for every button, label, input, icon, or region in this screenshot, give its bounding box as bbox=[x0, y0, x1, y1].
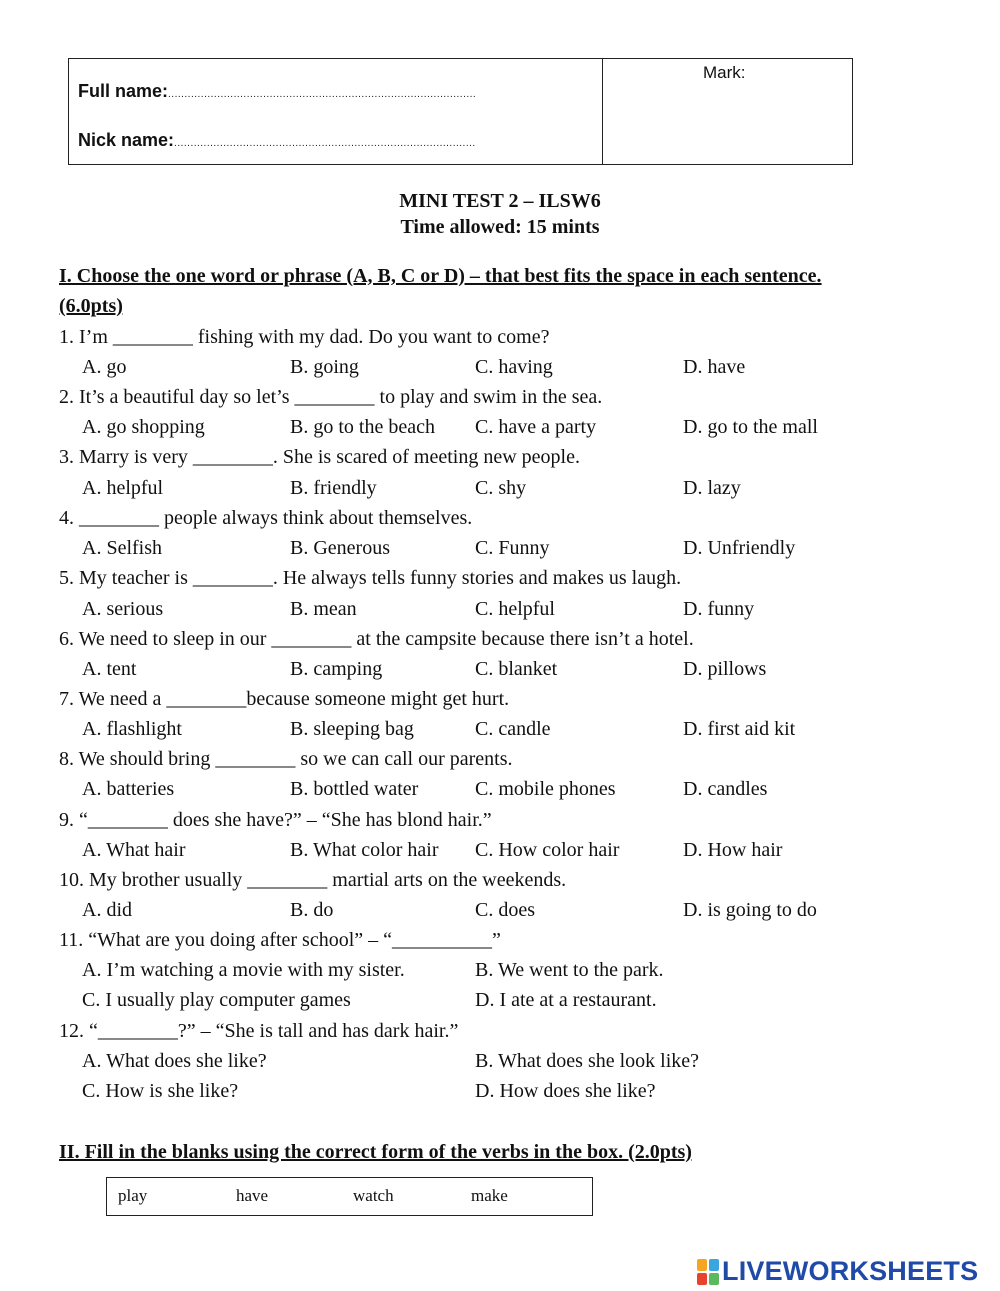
verb-make: make bbox=[471, 1186, 508, 1205]
question-9: 9. “________ does she have?” – “She has blond hair.” bbox=[59, 809, 492, 831]
question-5: 5. My teacher is ________. He always tells funny stories and makes us laugh. bbox=[59, 567, 682, 589]
section1-points: (6.0pts) bbox=[59, 295, 123, 317]
q2-option-c[interactable]: C. have a party bbox=[475, 416, 597, 438]
q7-option-d[interactable]: D. first aid kit bbox=[683, 718, 796, 740]
q7-option-b[interactable]: B. sleeping bag bbox=[290, 718, 414, 740]
q2-option-d[interactable]: D. go to the mall bbox=[683, 416, 818, 438]
logo-blocks-icon bbox=[697, 1259, 719, 1285]
q10-option-a[interactable]: A. did bbox=[82, 899, 132, 921]
q10-option-d[interactable]: D. is going to do bbox=[683, 899, 817, 921]
q4-option-a[interactable]: A. Selfish bbox=[82, 537, 162, 559]
q9-option-b[interactable]: B. What color hair bbox=[290, 839, 439, 861]
q1-option-a[interactable]: A. go bbox=[82, 356, 127, 378]
q2-option-a[interactable]: A. go shopping bbox=[82, 416, 205, 438]
mark-label: Mark: bbox=[703, 63, 746, 82]
q11-option-b[interactable]: B. We went to the park. bbox=[475, 959, 664, 981]
question-4: 4. ________ people always think about themselves. bbox=[59, 507, 473, 529]
q3-option-b[interactable]: B. friendly bbox=[290, 477, 377, 499]
q1-option-b[interactable]: B. going bbox=[290, 356, 359, 378]
full-name-field[interactable] bbox=[78, 81, 476, 102]
nick-name-field[interactable] bbox=[78, 130, 476, 151]
q8-option-b[interactable]: B. bottled water bbox=[290, 778, 419, 800]
verb-play: play bbox=[118, 1186, 148, 1205]
q11-option-a[interactable]: A. I’m watching a movie with my sister. bbox=[82, 959, 405, 981]
q8-option-d[interactable]: D. candles bbox=[683, 778, 768, 800]
q7-option-c[interactable]: C. candle bbox=[475, 718, 551, 740]
q12-option-a[interactable]: A. What does she like? bbox=[82, 1050, 267, 1072]
time-allowed: Time allowed: 15 mints bbox=[400, 216, 600, 238]
question-11: 11. “What are you doing after school” – “__________” bbox=[59, 929, 501, 951]
section1-heading: I. Choose the one word or phrase (A, B, C or D) – that best fits the space in each sentence. bbox=[59, 265, 822, 287]
liveworksheets-logo[interactable] bbox=[697, 1256, 978, 1287]
q6-option-d[interactable]: D. pillows bbox=[683, 658, 767, 680]
nick-name-dots: ............................................................................................ bbox=[174, 138, 476, 149]
question-6: 6. We need to sleep in our ________ at the campsite because there isn’t a hotel. bbox=[59, 628, 694, 650]
question-8: 8. We should bring ________ so we can call our parents. bbox=[59, 748, 513, 770]
q6-option-a[interactable]: A. tent bbox=[82, 658, 137, 680]
name-fields bbox=[69, 59, 603, 164]
question-3: 3. Marry is very ________. She is scared of meeting new people. bbox=[59, 446, 580, 468]
q3-option-d[interactable]: D. lazy bbox=[683, 477, 741, 499]
q6-option-b[interactable]: B. camping bbox=[290, 658, 383, 680]
q9-option-d[interactable]: D. How hair bbox=[683, 839, 783, 861]
q4-option-c[interactable]: C. Funny bbox=[475, 537, 550, 559]
q1-option-d[interactable]: D. have bbox=[683, 356, 746, 378]
q2-option-b[interactable]: B. go to the beach bbox=[290, 416, 435, 438]
q5-option-d[interactable]: D. funny bbox=[683, 598, 755, 620]
verb-have: have bbox=[236, 1186, 269, 1205]
section2-heading: II. Fill in the blanks using the correct form of the verbs in the box. (2.0pts) bbox=[59, 1141, 692, 1163]
q4-option-b[interactable]: B. Generous bbox=[290, 537, 390, 559]
question-1: 1. I’m ________ fishing with my dad. Do you want to come? bbox=[59, 326, 550, 348]
verb-box bbox=[106, 1177, 593, 1216]
q8-option-c[interactable]: C. mobile phones bbox=[475, 778, 616, 800]
q5-option-c[interactable]: C. helpful bbox=[475, 598, 555, 620]
q9-option-c[interactable]: C. How color hair bbox=[475, 839, 620, 861]
q1-option-c[interactable]: C. having bbox=[475, 356, 553, 378]
q10-option-b[interactable]: B. do bbox=[290, 899, 334, 921]
q11-option-d[interactable]: D. I ate at a restaurant. bbox=[475, 989, 657, 1011]
q7-option-a[interactable]: A. flashlight bbox=[82, 718, 182, 740]
test-title: MINI TEST 2 – ILSW6 bbox=[399, 190, 601, 212]
nick-name-label: Nick name: bbox=[78, 130, 175, 150]
question-12: 12. “________?” – “She is tall and has dark hair.” bbox=[59, 1020, 459, 1042]
q12-option-d[interactable]: D. How does she like? bbox=[475, 1080, 656, 1102]
q9-option-a[interactable]: A. What hair bbox=[82, 839, 186, 861]
student-info-box bbox=[68, 58, 853, 165]
question-2: 2. It’s a beautiful day so let’s ________ to play and swim in the sea. bbox=[59, 386, 603, 408]
q6-option-c[interactable]: C. blanket bbox=[475, 658, 558, 680]
full-name-dots: .............................................................................................. bbox=[168, 89, 477, 100]
question-7: 7. We need a ________because someone might get hurt. bbox=[59, 688, 510, 710]
q11-option-c[interactable]: C. I usually play computer games bbox=[82, 989, 351, 1011]
q12-option-c[interactable]: C. How is she like? bbox=[82, 1080, 239, 1102]
full-name-label: Full name: bbox=[78, 81, 169, 101]
q8-option-a[interactable]: A. batteries bbox=[82, 778, 175, 800]
q5-option-b[interactable]: B. mean bbox=[290, 598, 357, 620]
mark-cell[interactable] bbox=[603, 59, 852, 164]
q4-option-d[interactable]: D. Unfriendly bbox=[683, 537, 796, 559]
q10-option-c[interactable]: C. does bbox=[475, 899, 535, 921]
question-10: 10. My brother usually ________ martial arts on the weekends. bbox=[59, 869, 567, 891]
q3-option-c[interactable]: C. shy bbox=[475, 477, 527, 499]
verb-watch: watch bbox=[353, 1186, 394, 1205]
q12-option-b[interactable]: B. What does she look like? bbox=[475, 1050, 700, 1072]
q3-option-a[interactable]: A. helpful bbox=[82, 477, 164, 499]
q5-option-a[interactable]: A. serious bbox=[82, 598, 164, 620]
logo-text: LIVEWORKSHEETS bbox=[722, 1256, 979, 1286]
